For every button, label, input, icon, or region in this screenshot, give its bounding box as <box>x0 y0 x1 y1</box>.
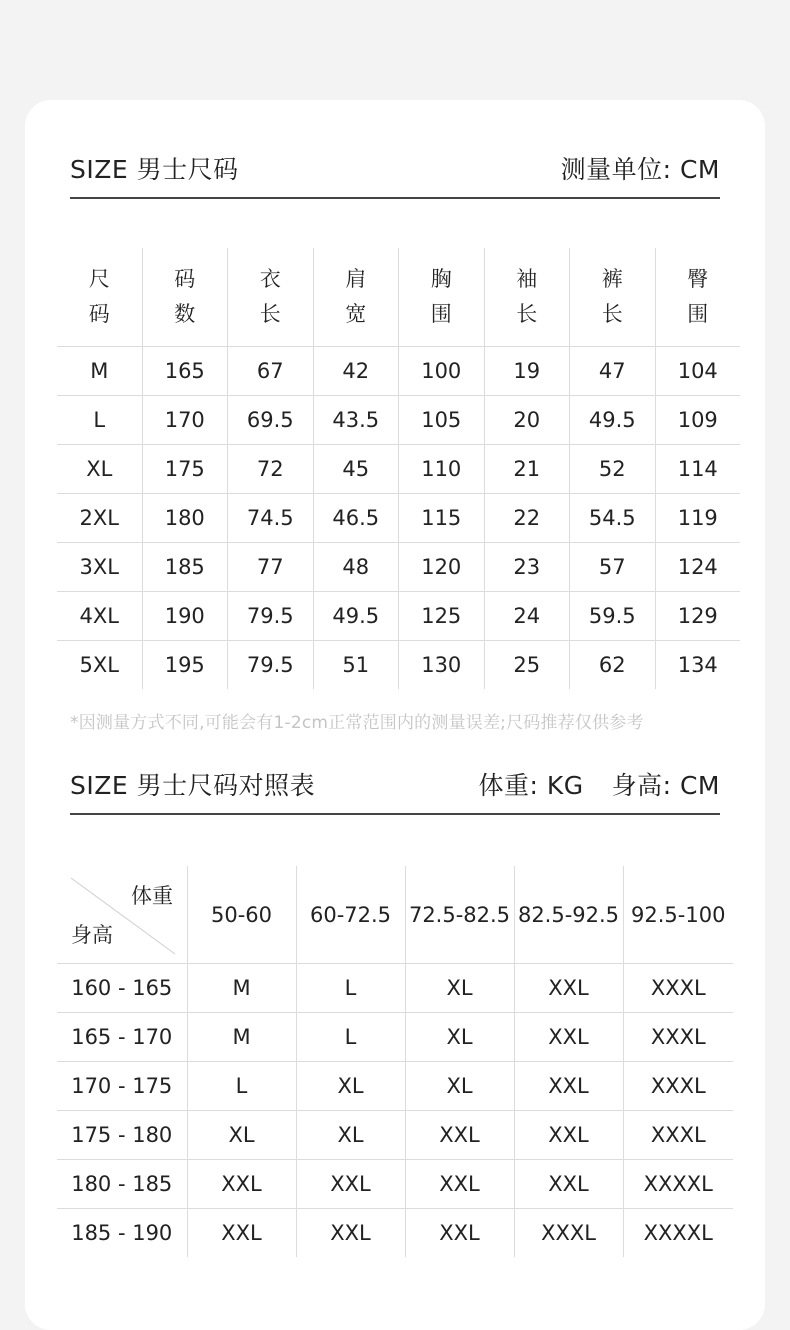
measurement-cell: 52 <box>570 445 656 494</box>
measurement-cell: 129 <box>655 592 740 641</box>
reference-chart-units <box>478 766 720 802</box>
measurement-cell: 100 <box>399 347 485 396</box>
measurement-cell: 43.5 <box>313 396 399 445</box>
header-char: 长 <box>259 302 281 326</box>
size-table-header-cell <box>484 248 570 347</box>
measurement-cell: 77 <box>228 543 314 592</box>
recommended-size-cell: L <box>296 1013 405 1062</box>
table-row <box>57 1209 733 1258</box>
header-char: 衣 <box>259 267 281 291</box>
measurement-cell: 62 <box>570 641 656 690</box>
size-table-header-cell <box>313 248 399 347</box>
recommended-size-cell: XXXL <box>623 964 733 1013</box>
header-char: 尺 <box>88 267 110 291</box>
measurement-cell: 72 <box>228 445 314 494</box>
measurement-cell: 79.5 <box>228 641 314 690</box>
recommended-size-cell: XXL <box>405 1111 514 1160</box>
measurement-cell: 45 <box>313 445 399 494</box>
recommended-size-cell: M <box>187 1013 296 1062</box>
header-char: 肩 <box>345 267 367 291</box>
recommended-size-cell: XXL <box>514 1111 623 1160</box>
measurement-cell: 47 <box>570 347 656 396</box>
measurement-cell: 69.5 <box>228 396 314 445</box>
recommended-size-cell: XXXL <box>623 1062 733 1111</box>
measurement-cell: 134 <box>655 641 740 690</box>
measurement-cell: 51 <box>313 641 399 690</box>
height-range-cell: 165 - 170 <box>57 1013 187 1062</box>
recommended-size-cell: XL <box>405 1013 514 1062</box>
corner-cell <box>57 866 187 964</box>
measurement-cell: 48 <box>313 543 399 592</box>
header-char: 码 <box>88 302 110 326</box>
header-char: 围 <box>430 302 452 326</box>
measurement-cell: 20 <box>484 396 570 445</box>
header-char: 数 <box>174 302 196 326</box>
measurement-cell: 110 <box>399 445 485 494</box>
header-char: 围 <box>687 302 709 326</box>
measurement-cell: 109 <box>655 396 740 445</box>
recommended-size-cell: L <box>187 1062 296 1111</box>
recommended-size-cell: XL <box>405 964 514 1013</box>
header-char: 袖 <box>516 267 538 291</box>
reference-chart-header <box>70 764 720 804</box>
size-chart-header <box>70 148 720 188</box>
measurement-cell: 115 <box>399 494 485 543</box>
recommended-size-cell: XL <box>296 1062 405 1111</box>
header-char: 胸 <box>430 267 452 291</box>
measurement-cell: 42 <box>313 347 399 396</box>
height-range-cell: 170 - 175 <box>57 1062 187 1111</box>
size-label-cell: 3XL <box>57 543 142 592</box>
measurement-cell: 125 <box>399 592 485 641</box>
measurement-cell: 23 <box>484 543 570 592</box>
recommended-size-cell: XL <box>405 1062 514 1111</box>
measurement-cell: 130 <box>399 641 485 690</box>
measurement-cell: 79.5 <box>228 592 314 641</box>
recommended-size-cell: M <box>187 964 296 1013</box>
weight-range-cell: 60-72.5 <box>296 866 405 964</box>
measurement-cell: 49.5 <box>570 396 656 445</box>
measurement-cell: 114 <box>655 445 740 494</box>
table-row <box>57 641 740 690</box>
weight-range-cell: 82.5-92.5 <box>514 866 623 964</box>
header-char: 宽 <box>345 302 367 326</box>
size-label-cell: L <box>57 396 142 445</box>
table-row <box>57 445 740 494</box>
recommended-size-cell: XXL <box>296 1160 405 1209</box>
measurement-cell: 120 <box>399 543 485 592</box>
table-row <box>57 347 740 396</box>
measurement-cell: 190 <box>142 592 228 641</box>
measurement-cell: 19 <box>484 347 570 396</box>
measurement-cell: 59.5 <box>570 592 656 641</box>
weight-range-cell: 92.5-100 <box>623 866 733 964</box>
size-chart-title: SIZE 男士尺码 <box>70 155 239 184</box>
reference-table <box>57 866 733 1257</box>
measurement-cell: 119 <box>655 494 740 543</box>
size-table-header-cell <box>399 248 485 347</box>
measurement-cell: 21 <box>484 445 570 494</box>
recommended-size-cell: L <box>296 964 405 1013</box>
recommended-size-cell: XXXL <box>514 1209 623 1258</box>
table-row <box>57 1062 733 1111</box>
size-label-cell: M <box>57 347 142 396</box>
recommended-size-cell: XXL <box>187 1209 296 1258</box>
table-row <box>57 543 740 592</box>
height-range-cell: 185 - 190 <box>57 1209 187 1258</box>
measurement-cell: 54.5 <box>570 494 656 543</box>
measurement-cell: 105 <box>399 396 485 445</box>
recommended-size-cell: XXL <box>514 1062 623 1111</box>
recommended-size-cell: XL <box>296 1111 405 1160</box>
measurement-cell: 124 <box>655 543 740 592</box>
size-chart-divider <box>70 197 720 199</box>
size-table-header-cell <box>142 248 228 347</box>
measurement-cell: 22 <box>484 494 570 543</box>
recommended-size-cell: XXL <box>514 1013 623 1062</box>
recommended-size-cell: XXXXL <box>623 1160 733 1209</box>
measurement-cell: 57 <box>570 543 656 592</box>
table-row <box>57 1111 733 1160</box>
weight-unit: 体重: KG <box>478 771 584 800</box>
measurement-cell: 195 <box>142 641 228 690</box>
height-range-cell: 175 - 180 <box>57 1111 187 1160</box>
header-char: 码 <box>174 267 196 291</box>
corner-diagonal <box>57 866 187 963</box>
height-range-cell: 180 - 185 <box>57 1160 187 1209</box>
header-char: 裤 <box>601 267 623 291</box>
recommended-size-cell: XXXL <box>623 1111 733 1160</box>
header-char: 臀 <box>687 267 709 291</box>
measurement-cell: 104 <box>655 347 740 396</box>
size-label-cell: 5XL <box>57 641 142 690</box>
recommended-size-cell: XXXXL <box>623 1209 733 1258</box>
measurement-cell: 170 <box>142 396 228 445</box>
recommended-size-cell: XXL <box>187 1160 296 1209</box>
size-table-header-cell <box>655 248 740 347</box>
measurement-cell: 165 <box>142 347 228 396</box>
recommended-size-cell: XXL <box>514 1160 623 1209</box>
recommended-size-cell: XXL <box>514 964 623 1013</box>
size-table-header-row <box>57 248 740 347</box>
table-row <box>57 1013 733 1062</box>
measurement-cell: 180 <box>142 494 228 543</box>
table-row <box>57 592 740 641</box>
measurement-note: *因测量方式不同,可能会有1-2cm正常范围内的测量误差;尺码推荐仅供参考 <box>70 713 644 733</box>
size-table <box>57 248 740 689</box>
height-unit: 身高: CM <box>611 771 720 800</box>
size-table-header-cell <box>228 248 314 347</box>
reference-chart-title: SIZE 男士尺码对照表 <box>70 771 316 800</box>
size-chart-unit: 测量单位: CM <box>560 155 720 184</box>
recommended-size-cell: XXXL <box>623 1013 733 1062</box>
table-row <box>57 396 740 445</box>
measurement-cell: 25 <box>484 641 570 690</box>
measurement-cell: 185 <box>142 543 228 592</box>
measurement-cell: 46.5 <box>313 494 399 543</box>
size-table-header-cell <box>57 248 142 347</box>
size-label-cell: 4XL <box>57 592 142 641</box>
table-row <box>57 1160 733 1209</box>
recommended-size-cell: XXL <box>405 1209 514 1258</box>
measurement-cell: 49.5 <box>313 592 399 641</box>
corner-weight-label: 体重 <box>131 884 173 908</box>
size-table-header-cell <box>570 248 656 347</box>
height-range-cell: 160 - 165 <box>57 964 187 1013</box>
recommended-size-cell: XXL <box>296 1209 405 1258</box>
size-label-cell: 2XL <box>57 494 142 543</box>
measurement-cell: 74.5 <box>228 494 314 543</box>
header-char: 长 <box>601 302 623 326</box>
reference-table-header-row <box>57 866 733 964</box>
measurement-cell: 24 <box>484 592 570 641</box>
weight-range-cell: 50-60 <box>187 866 296 964</box>
table-row <box>57 494 740 543</box>
table-row <box>57 964 733 1013</box>
header-char: 长 <box>516 302 538 326</box>
size-label-cell: XL <box>57 445 142 494</box>
measurement-cell: 67 <box>228 347 314 396</box>
recommended-size-cell: XXL <box>405 1160 514 1209</box>
recommended-size-cell: XL <box>187 1111 296 1160</box>
weight-range-cell: 72.5-82.5 <box>405 866 514 964</box>
measurement-cell: 175 <box>142 445 228 494</box>
reference-chart-divider <box>70 813 720 815</box>
corner-height-label: 身高 <box>71 923 113 947</box>
